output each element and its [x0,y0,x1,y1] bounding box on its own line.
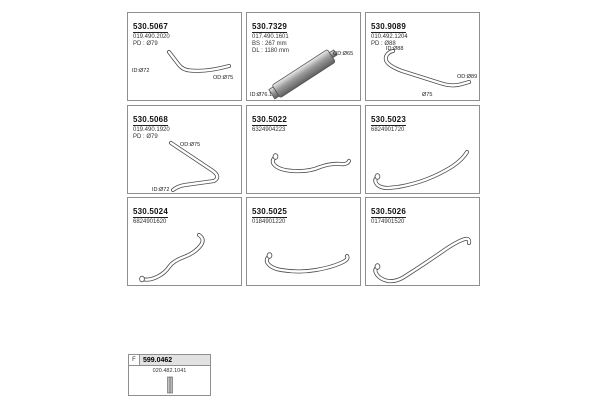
part-number: 599.0462 [140,355,210,365]
part-detail: 019.490.1920 [133,127,170,133]
part-number: 530.5023 [371,115,406,124]
part-cell-530-5025 [246,197,361,286]
diameter-label: ID:Ø76.1 [250,92,273,98]
pipe-diagram [128,229,243,285]
pipe-diagram [128,137,243,193]
part-cell-530-5022 [246,105,361,194]
part-detail: 0184901220 [252,219,286,225]
diameter-label: ID:Ø88 [386,46,404,52]
footer-header [129,355,210,366]
part-number: 530.9089 [371,22,406,31]
diameter-label: OD:Ø65 [333,51,354,57]
diameter-label: OD:Ø75 [180,142,201,148]
part-detail: 019.490.2020 [133,34,170,40]
diameter-label: Ø75 [422,92,433,98]
part-number: 530.5024 [133,207,168,216]
part-detail: 6824901620 [133,219,167,225]
part-number: 530.7329 [252,22,287,31]
part-detail: 010.492.1204 [371,34,408,40]
part-cell-530-5068 [127,105,242,194]
diameter-label: ID:Ø72 [132,68,150,74]
part-cell-530-9089 [365,12,480,101]
pipe-diagram [128,44,243,100]
part-number: 530.5068 [133,115,168,124]
part-number: 530.5067 [133,22,168,31]
flex-pipe-glyph [164,376,176,394]
part-detail: 0174901520 [371,219,405,225]
diameter-label: ID:Ø72 [152,187,170,193]
part-number: 530.5025 [252,207,287,216]
pipe-diagram [366,44,481,100]
part-cell-530-5026 [365,197,480,286]
part-detail: 6324904223 [252,127,286,133]
flex-symbol: F [129,355,140,365]
part-cell-530-7329 [246,12,361,101]
part-detail: DL : 1180 mm [252,48,290,54]
pipe-diagram [366,137,481,193]
part-detail: PD : Ø88 [371,41,396,47]
muffler-diagram [247,44,362,100]
part-detail: PD : Ø79 [133,134,158,140]
part-detail: 017.490.1601 [252,34,289,40]
part-cell-530-5024 [127,197,242,286]
part-cell-530-5023 [365,105,480,194]
part-cell-599-0462 [128,354,211,396]
part-detail: PD : Ø79 [133,41,158,47]
part-detail: BS : 267 mm [252,41,287,47]
part-number: 530.5022 [252,115,287,124]
part-number: 530.5026 [371,207,406,216]
part-cell-530-5067 [127,12,242,101]
diameter-label: OD:Ø75 [213,75,234,81]
part-detail: 020.482.1041 [152,368,187,374]
part-detail: 6824901720 [371,127,405,133]
pipe-diagram [366,229,481,285]
pipe-diagram [247,229,362,285]
pipe-diagram [247,137,362,193]
diameter-label: OD:Ø89 [457,74,478,80]
